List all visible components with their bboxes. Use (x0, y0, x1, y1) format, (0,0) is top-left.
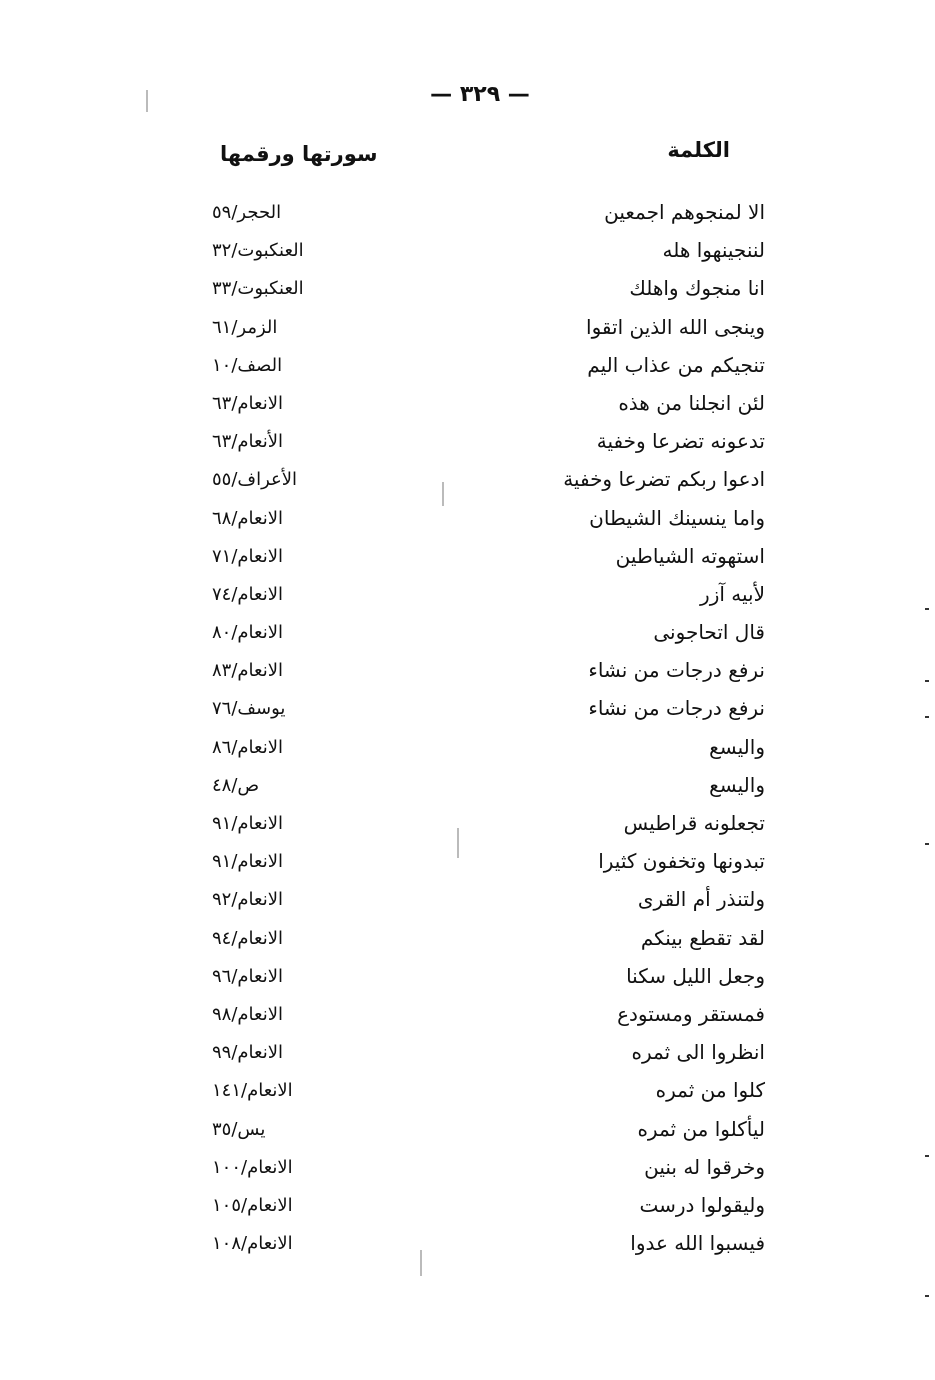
scan-mark (420, 1250, 422, 1276)
entry-row (0, 544, 935, 582)
entry-word: كلوا من ثمره (655, 1078, 765, 1103)
entry-row (0, 353, 935, 391)
entry-sura-ref: الانعام/١٤١ (212, 1080, 293, 1102)
entry-sura-ref: الأنعام/٦٣ (212, 431, 283, 453)
entry-row (0, 1002, 935, 1040)
entry-word: وخرقوا له بنين (644, 1154, 765, 1179)
entry-sura-ref: الانعام/٨٠ (212, 622, 283, 644)
entry-word: تنجيكم من عذاب اليم (587, 352, 765, 377)
entry-word: انظروا الى ثمره (631, 1040, 765, 1065)
entry-row (0, 315, 935, 353)
entry-sura-ref: الانعام/٨٣ (212, 660, 283, 682)
entry-row (0, 467, 935, 505)
entry-word: تجعلونه قراطيس (623, 811, 765, 835)
entry-word: وليقولوا درست (639, 1192, 765, 1217)
entry-word: استهوته الشياطين (615, 543, 765, 568)
entry-sura-ref: الانعام/٦٨ (212, 507, 283, 529)
entry-sura-ref: العنكبوت/٣٣ (212, 278, 304, 300)
entry-sura-ref: الانعام/٩٨ (212, 1003, 283, 1025)
entry-row (0, 964, 935, 1002)
entry-word: وجعل الليل سكنا (626, 963, 765, 988)
entry-sura-ref: الانعام/٩٩ (212, 1042, 283, 1064)
entry-sura-ref: الانعام/١٠٠ (212, 1156, 293, 1178)
entry-sura-ref: يوسف/٧٦ (212, 698, 286, 720)
entry-row (0, 1231, 935, 1269)
entry-row (0, 429, 935, 467)
entry-sura-ref: الانعام/٩٤ (212, 927, 283, 949)
entry-row (0, 582, 935, 620)
entry-word: ولتنذر أم القرى (637, 887, 765, 912)
entry-sura-ref: الانعام/٩٢ (212, 889, 283, 911)
entry-row (0, 276, 935, 314)
entry-row (0, 735, 935, 773)
scan-mark (442, 482, 444, 506)
entry-sura-ref: الانعام/٩١ (212, 851, 283, 873)
entry-word: انا منجوك واهلك (629, 276, 765, 301)
entry-sura-ref: الانعام/٧٤ (212, 583, 283, 605)
entry-row (0, 887, 935, 925)
column-header-sura: سورتها ورقمها (220, 142, 378, 166)
scan-mark (925, 1155, 929, 1157)
entry-sura-ref: الانعام/١٠٨ (212, 1233, 293, 1255)
entry-sura-ref: الانعام/٩١ (212, 813, 283, 834)
entry-word: الا لمنجوهم اجمعين (604, 200, 765, 224)
scan-mark (925, 680, 929, 682)
entry-word: واليسع (709, 772, 765, 797)
entry-row (0, 506, 935, 544)
entry-row (0, 1078, 935, 1116)
entry-word: لننجينهوا هله (662, 238, 765, 263)
scan-mark (925, 716, 929, 718)
entry-sura-ref: الانعام/٧١ (212, 545, 283, 567)
entry-row (0, 238, 935, 276)
scan-mark (925, 843, 929, 845)
entry-row (0, 696, 935, 734)
entry-row (0, 926, 935, 964)
entry-word: تدعونه تضرعا وخفية (596, 429, 765, 454)
page-number: — ٣٢٩ — (430, 82, 530, 107)
scan-mark (925, 608, 929, 610)
entry-word: وينجى الله الذين اتقوا (586, 314, 765, 339)
entry-row (0, 849, 935, 887)
entry-row (0, 1155, 935, 1193)
entry-sura-ref: الانعام/٨٦ (212, 736, 283, 758)
entry-word: لئن انجلنا من هذه (618, 390, 765, 415)
entry-sura-ref: الانعام/٦٣ (212, 392, 283, 414)
entry-row (0, 200, 935, 238)
entry-word: واليسع (709, 734, 765, 759)
entry-sura-ref: الأعراف/٥٥ (212, 469, 298, 491)
entry-sura-ref: الانعام/٩٦ (212, 965, 283, 987)
entry-row (0, 658, 935, 696)
entry-sura-ref: ص/٤٨ (212, 774, 260, 796)
entry-row (0, 620, 935, 658)
scan-mark (457, 828, 459, 858)
entry-sura-ref: الانعام/١٠٥ (212, 1194, 293, 1216)
entry-word: تبدونها وتخفون كثيرا (598, 849, 765, 874)
entry-word: ادعوا ربكم تضرعا وخفية (563, 467, 765, 492)
entry-row (0, 811, 935, 849)
entry-row (0, 1117, 935, 1155)
entry-sura-ref: يس/٣٥ (212, 1118, 266, 1140)
entry-word: فيسبوا الله عدوا (630, 1231, 765, 1256)
entry-sura-ref: الصف/١٠ (212, 354, 283, 376)
entry-word: فمستقر ومستودع (617, 1001, 765, 1026)
scan-mark (146, 90, 148, 112)
entry-word: لقد تقطع بينكم (640, 925, 765, 950)
entry-word: لأبيه آزر (700, 581, 765, 606)
entry-row (0, 391, 935, 429)
entry-sura-ref: العنكبوت/٣٢ (212, 240, 304, 262)
entry-word: نرفع درجات من نشاء (588, 696, 765, 721)
entry-sura-ref: الزمر/٦١ (212, 316, 278, 338)
entry-word: نرفع درجات من نشاء (588, 658, 765, 683)
entries-list (0, 200, 935, 1269)
entry-word: قال اتحاجونى (653, 620, 765, 645)
entry-sura-ref: الحجر/٥٩ (212, 202, 282, 223)
column-header-word: الكلمة (667, 138, 730, 162)
entry-row (0, 1193, 935, 1231)
entry-row (0, 773, 935, 811)
entry-word: واما ينسينك الشيطان (589, 505, 765, 530)
entry-row (0, 1040, 935, 1078)
scan-mark (925, 1295, 929, 1297)
entry-word: ليأكلوا من ثمره (637, 1116, 765, 1141)
